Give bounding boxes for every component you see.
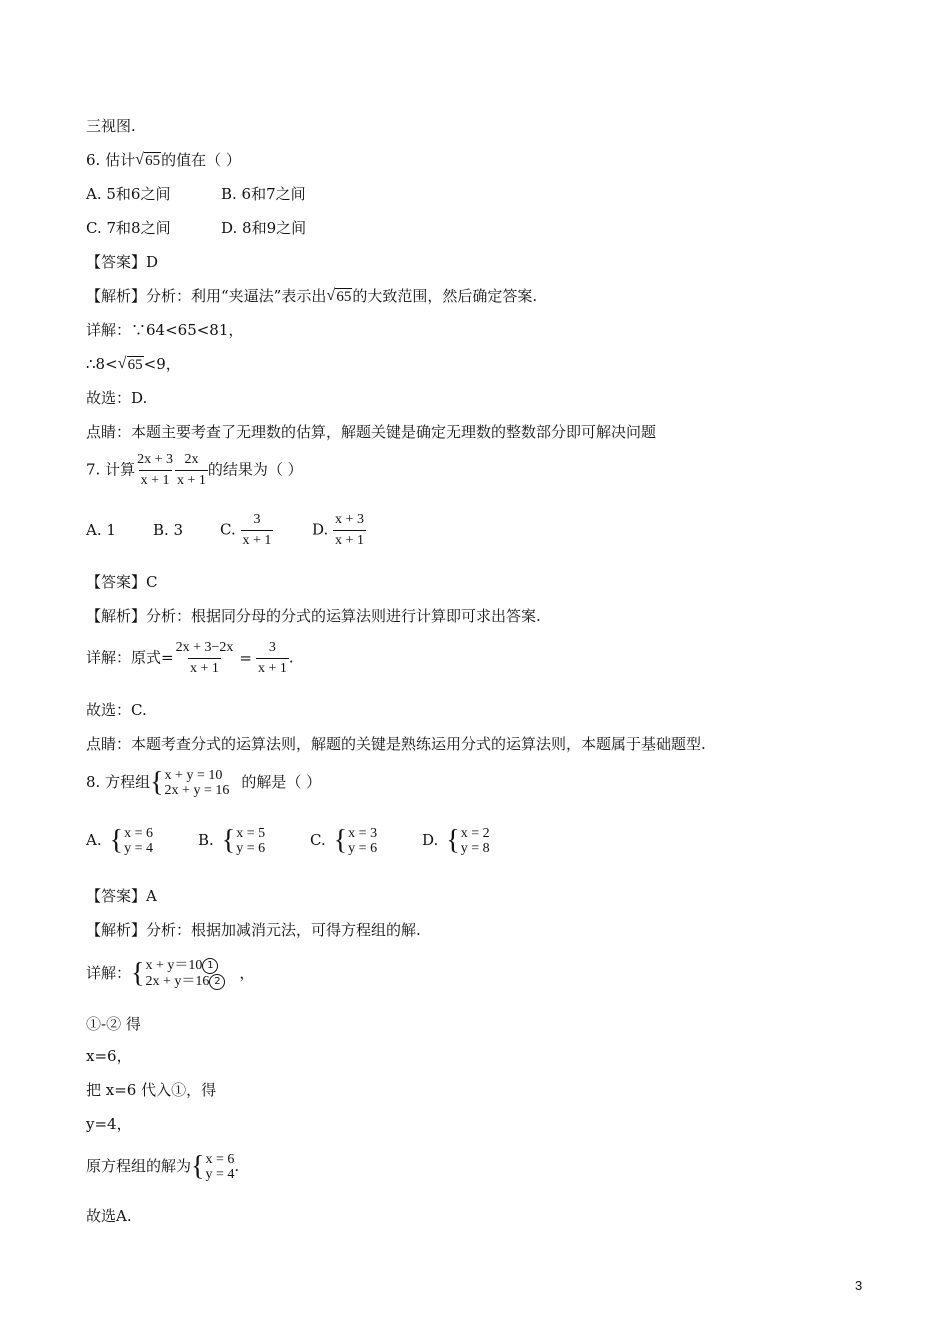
q8-option-a: A. { x = 6 y = 4: [86, 825, 153, 856]
q7-answer: 【答案】C: [86, 573, 158, 591]
q8-step2: x=6，: [86, 1047, 132, 1065]
page-number: 3: [855, 1278, 863, 1293]
q6-choose: 故选：D.: [86, 389, 148, 407]
q7-choose: 故选：C.: [86, 701, 147, 719]
q7-suffix: 的结果为（ ）: [207, 460, 303, 479]
sqrt-65: √ 65: [117, 355, 143, 373]
period: .: [234, 1157, 240, 1175]
equation-system: { x = 6 y = 4: [191, 1151, 235, 1182]
q7-prefix: 7. 计算: [86, 460, 136, 479]
circled-two-icon: 2: [209, 974, 225, 990]
fraction: $\frac{3}{x + 1}$: [257, 640, 287, 676]
question-7: [86, 452, 303, 489]
q6-therefore-prefix: ∴8<: [86, 355, 118, 373]
q8-prefix: 8. 方程组: [86, 773, 151, 791]
q7-option-c: C. $\frac{3}{x + 1}$: [220, 512, 272, 548]
sqrt-65: √ 65: [326, 287, 352, 305]
q6-option-c: C. 7和8之间: [86, 219, 171, 237]
q6-comment: 点睛：本题主要考查了无理数的估算，解题关键是确定无理数的整数部分即可解决问题: [86, 423, 657, 441]
q6-options-row2: [86, 218, 306, 238]
q8-step4: y=4，: [86, 1115, 132, 1133]
q6-answer: 【答案】D: [86, 253, 159, 271]
fraction: $\frac{2x + 3}{x + 1}$: [137, 452, 173, 488]
q8-option-d: D. { x = 2 y = 8: [422, 825, 490, 856]
q8-choose: 故选A.: [86, 1207, 132, 1225]
q6-analysis-prefix: 【解析】分析：利用“夹逼法”表示出: [86, 287, 327, 305]
q6-therefore: [86, 354, 181, 375]
equals-sign: =: [239, 648, 252, 667]
question-6: [86, 150, 241, 171]
q6-analysis-suffix: 的大致范围，然后确定答案.: [352, 287, 538, 305]
q6-therefore-suffix: <9，: [143, 355, 181, 373]
circled-one-icon: 1: [202, 958, 218, 974]
fraction: $\frac{2x}{x + 1}$: [177, 452, 206, 488]
q7-detail: [86, 640, 294, 677]
q7-option-d: D. $\frac{x + 3}{x + 1}$: [312, 512, 364, 548]
q8-option-c: C. { x = 3 y = 6: [310, 825, 378, 856]
q6-analysis: [86, 286, 537, 307]
q7-options: [86, 512, 366, 549]
q6-option-d: D. 8和9之间: [221, 219, 307, 237]
fraction: $\frac{2x + 3-2x}{x + 1}$: [175, 640, 234, 676]
intro-text: 三视图.: [86, 117, 136, 135]
q8-suffix: 的解是（ ）: [241, 773, 322, 791]
q6-options-row1: [86, 184, 306, 204]
q6-option-b: B. 6和7之间: [221, 185, 306, 203]
q7-option-b: B. 3: [153, 520, 184, 539]
sqrt-65: √ 65: [135, 151, 161, 169]
q8-options: [86, 826, 490, 856]
q6-prefix: 6. 估计: [86, 151, 136, 169]
q8-detail-suffix: ，: [239, 964, 255, 982]
q7-analysis: 【解析】分析：根据同分母的分式的运算法则进行计算即可求出答案.: [86, 607, 541, 625]
q7-option-a: A. 1: [86, 520, 116, 539]
q7-detail-prefix: 详解：原式=: [86, 648, 174, 667]
equation-system: { x + y＝10 1 2x + y＝16 2: [131, 958, 225, 990]
q7-comment: 点睛：本题考查分式的运算法则，解题的关键是熟练运用分式的运算法则，本题属于基础题型.: [86, 735, 706, 753]
q6-option-a: A. 5和6之间: [86, 185, 171, 203]
question-8: [86, 768, 321, 798]
q8-option-b: B. { x = 5 y = 6: [198, 825, 266, 856]
q8-analysis: 【解析】分析：根据加减消元法，可得方程组的解.: [86, 921, 421, 939]
q8-answer: 【答案】A: [86, 887, 157, 905]
q8-step1: ①-② 得: [86, 1015, 141, 1033]
q8-final: [86, 1152, 239, 1182]
q8-detail: [86, 958, 254, 990]
period: .: [288, 648, 294, 667]
q6-suffix: 的值在（ ）: [161, 151, 241, 169]
equation-system: { x + y = 10 2x + y = 16: [150, 767, 230, 798]
q6-detail: 详解：∵64<65<81，: [86, 321, 244, 339]
q8-step3: 把 x=6 代入①，得: [86, 1081, 217, 1099]
q8-detail-prefix: 详解：: [86, 964, 132, 982]
q8-final-prefix: 原方程组的解为: [86, 1157, 192, 1175]
